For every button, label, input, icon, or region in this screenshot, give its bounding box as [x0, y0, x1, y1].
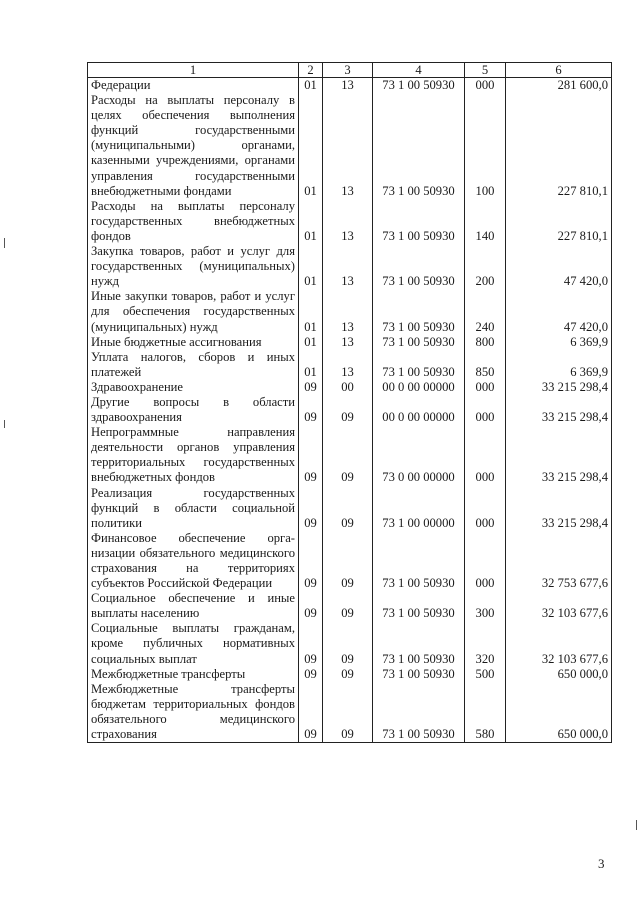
budget-table — [87, 62, 612, 743]
expense-type-cell: 800 — [465, 335, 506, 350]
subsection-code-cell: 13 — [323, 289, 373, 334]
expense-type-cell: 140 — [465, 199, 506, 244]
amount-cell: 33 215 298,4 — [506, 395, 612, 425]
target-article-cell: 73 1 00 50930 — [373, 244, 465, 289]
subsection-code-cell: 13 — [323, 244, 373, 289]
row-name-cell: Социальное обеспечение и иные выплаты населению — [88, 591, 299, 621]
subsection-code-cell: 09 — [323, 667, 373, 682]
subsection-code-cell: 09 — [323, 395, 373, 425]
row-name-cell: Социальные выплаты гражданам, кроме публичных нормативных социальных выплат — [88, 621, 299, 666]
subsection-code-cell: 09 — [323, 486, 373, 531]
target-article-cell: 73 1 00 50930 — [373, 199, 465, 244]
table-row — [88, 395, 612, 425]
amount-cell: 281 600,0 — [506, 78, 612, 94]
column-header: 4 — [373, 63, 465, 78]
target-article-cell: 73 1 00 50930 — [373, 621, 465, 666]
table-row — [88, 667, 612, 682]
table-row — [88, 591, 612, 621]
target-article-cell: 73 1 00 50930 — [373, 93, 465, 199]
scan-mark — [4, 420, 5, 428]
amount-cell: 6 369,9 — [506, 335, 612, 350]
target-article-cell: 73 1 00 50930 — [373, 289, 465, 334]
amount-cell: 32 103 677,6 — [506, 591, 612, 621]
row-name-cell: Расходы на выплаты персоналу государственных внебюджетных фондов — [88, 199, 299, 244]
section-code-cell: 01 — [299, 350, 323, 380]
scan-mark — [4, 238, 5, 248]
table-body — [88, 78, 612, 743]
target-article-cell: 73 1 00 00000 — [373, 486, 465, 531]
table-header-row — [88, 63, 612, 78]
expense-type-cell: 000 — [465, 531, 506, 591]
target-article-cell: 73 1 00 50930 — [373, 667, 465, 682]
section-code-cell: 01 — [299, 78, 323, 94]
table-row — [88, 682, 612, 743]
expense-type-cell: 500 — [465, 667, 506, 682]
table-row — [88, 531, 612, 591]
table-row — [88, 425, 612, 485]
amount-cell: 227 810,1 — [506, 93, 612, 199]
expense-type-cell: 000 — [465, 78, 506, 94]
row-name-cell: Межбюджетные трансферты — [88, 667, 299, 682]
row-name-cell: Другие вопросы в области здравоохранения — [88, 395, 299, 425]
row-name-cell: Иные бюджетные ассигнования — [88, 335, 299, 350]
expense-type-cell: 850 — [465, 350, 506, 380]
target-article-cell: 73 0 00 00000 — [373, 425, 465, 485]
table-row — [88, 335, 612, 350]
table-row — [88, 289, 612, 334]
table-row — [88, 486, 612, 531]
page-number: 3 — [598, 856, 605, 871]
target-article-cell: 73 1 00 50930 — [373, 591, 465, 621]
expense-type-cell: 240 — [465, 289, 506, 334]
table-row — [88, 621, 612, 666]
row-name-cell: Межбюджетные трансферты бюджетам территориальных фондов обязательного медицинского страхования — [88, 682, 299, 743]
section-code-cell: 09 — [299, 380, 323, 395]
table-row — [88, 199, 612, 244]
amount-cell: 650 000,0 — [506, 667, 612, 682]
row-name-cell: Расходы на выплаты персоналу в целях обеспечения выполнения функций государственными (муниципальными) органами, казенными учреждениями, органами управления государственными внебюджетными фондами — [88, 93, 299, 199]
expense-type-cell: 000 — [465, 395, 506, 425]
expense-type-cell: 100 — [465, 93, 506, 199]
section-code-cell: 09 — [299, 531, 323, 591]
table-row — [88, 244, 612, 289]
subsection-code-cell: 13 — [323, 199, 373, 244]
column-header: 1 — [88, 63, 299, 78]
target-article-cell: 73 1 00 50930 — [373, 531, 465, 591]
table-row — [88, 78, 612, 94]
row-name-cell: Непрограммные направления деятельности органов управления территориальных государственных внебюджетных фондов — [88, 425, 299, 485]
section-code-cell: 01 — [299, 93, 323, 199]
expense-type-cell: 300 — [465, 591, 506, 621]
amount-cell: 33 215 298,4 — [506, 380, 612, 395]
subsection-code-cell: 09 — [323, 591, 373, 621]
row-name-cell: Иные закупки товаров, работ и услуг для обеспечения государственных (муниципальных) нужд — [88, 289, 299, 334]
amount-cell: 47 420,0 — [506, 289, 612, 334]
row-name-cell: Закупка товаров, работ и услуг для государственных (муниципальных) нужд — [88, 244, 299, 289]
target-article-cell: 73 1 00 50930 — [373, 682, 465, 743]
amount-cell: 47 420,0 — [506, 244, 612, 289]
amount-cell: 33 215 298,4 — [506, 425, 612, 485]
target-article-cell: 00 0 00 00000 — [373, 380, 465, 395]
target-article-cell: 73 1 00 50930 — [373, 78, 465, 94]
expense-type-cell: 000 — [465, 425, 506, 485]
expense-type-cell: 000 — [465, 380, 506, 395]
target-article-cell: 73 1 00 50930 — [373, 335, 465, 350]
table-row — [88, 350, 612, 380]
row-name-cell: Реализация государственных функций в области социальной политики — [88, 486, 299, 531]
target-article-cell: 00 0 00 00000 — [373, 395, 465, 425]
amount-cell: 33 215 298,4 — [506, 486, 612, 531]
section-code-cell: 01 — [299, 289, 323, 334]
section-code-cell: 09 — [299, 667, 323, 682]
subsection-code-cell: 09 — [323, 531, 373, 591]
section-code-cell: 01 — [299, 335, 323, 350]
section-code-cell: 09 — [299, 621, 323, 666]
row-name-cell: Финансовое обеспечение организации обязательного медицинского страхования на территориях субъектов Российской Федерации — [88, 531, 299, 591]
target-article-cell: 73 1 00 50930 — [373, 350, 465, 380]
expense-type-cell: 580 — [465, 682, 506, 743]
column-header: 3 — [323, 63, 373, 78]
subsection-code-cell: 00 — [323, 380, 373, 395]
expense-type-cell: 200 — [465, 244, 506, 289]
amount-cell: 650 000,0 — [506, 682, 612, 743]
expense-type-cell: 000 — [465, 486, 506, 531]
row-name-cell: Федерации — [88, 78, 299, 94]
column-header: 5 — [465, 63, 506, 78]
section-code-cell: 09 — [299, 591, 323, 621]
section-code-cell: 09 — [299, 682, 323, 743]
scan-mark — [636, 820, 637, 830]
subsection-code-cell: 09 — [323, 425, 373, 485]
section-code-cell: 01 — [299, 199, 323, 244]
amount-cell: 227 810,1 — [506, 199, 612, 244]
section-code-cell: 09 — [299, 486, 323, 531]
subsection-code-cell: 13 — [323, 78, 373, 94]
subsection-code-cell: 09 — [323, 682, 373, 743]
subsection-code-cell: 13 — [323, 350, 373, 380]
row-name-cell: Уплата налогов, сборов и иных платежей — [88, 350, 299, 380]
expense-type-cell: 320 — [465, 621, 506, 666]
table-row — [88, 380, 612, 395]
column-header: 2 — [299, 63, 323, 78]
amount-cell: 6 369,9 — [506, 350, 612, 380]
subsection-code-cell: 13 — [323, 335, 373, 350]
section-code-cell: 09 — [299, 395, 323, 425]
table-row — [88, 93, 612, 199]
section-code-cell: 09 — [299, 425, 323, 485]
subsection-code-cell: 13 — [323, 93, 373, 199]
row-name-cell: Здравоохранение — [88, 380, 299, 395]
column-header: 6 — [506, 63, 612, 78]
amount-cell: 32 753 677,6 — [506, 531, 612, 591]
amount-cell: 32 103 677,6 — [506, 621, 612, 666]
section-code-cell: 01 — [299, 244, 323, 289]
subsection-code-cell: 09 — [323, 621, 373, 666]
